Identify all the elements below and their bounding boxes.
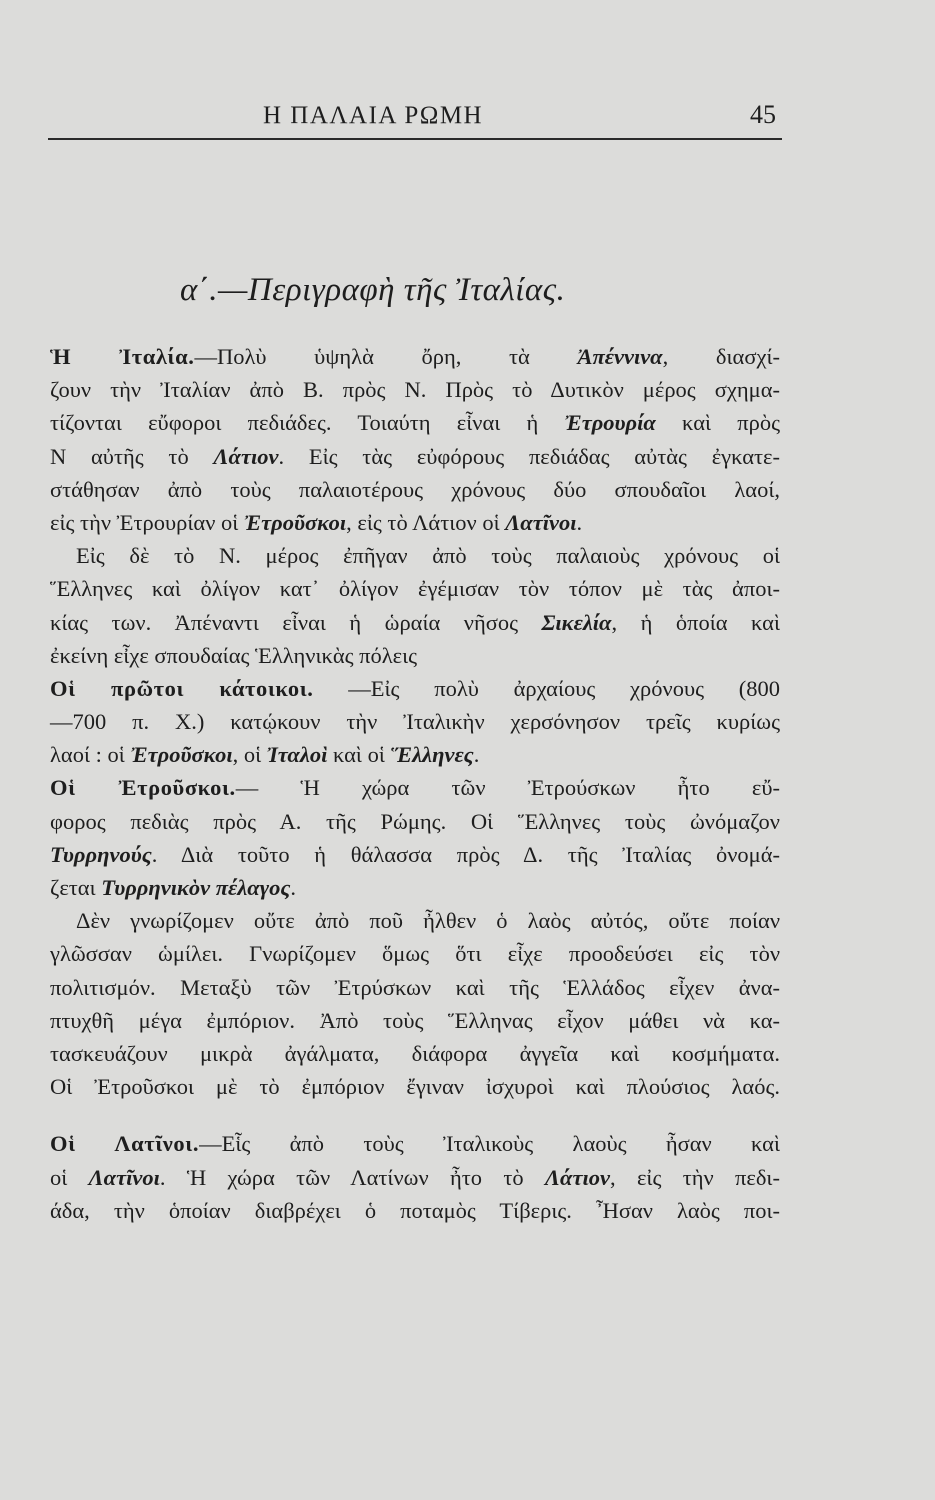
text-run: πολιτισμόν. Μεταξὺ τῶν Ἐτρύσκων καὶ τῆς Ἑλλάδος εἶχεν ἀνα- (50, 974, 780, 1000)
text-line (50, 1194, 780, 1227)
text-line (50, 606, 780, 639)
text-run: Οἱ Ἐτροῦσκοι μὲ τὸ ἐμπόριον ἔγιναν ἰσχυροὶ καὶ πλούσιος λαός. (50, 1074, 780, 1100)
text-run: . Ἡ χώρα τῶν Λατίνων ἦτο τὸ (159, 1164, 546, 1190)
text-line (50, 805, 780, 838)
text-run: Εἰς δὲ τὸ Ν. μέρος ἐπῆγαν ἀπὸ τοὺς παλαιοὺς χρόνους οἱ (76, 543, 780, 569)
text-line (50, 473, 780, 506)
text-run: . Διὰ τοῦτο ἡ θάλασσα πρὸς Δ. τῆς Ἰταλίας ὀνομά- (151, 841, 780, 867)
text-run: —Εἰς πολὺ ἀρχαίους χρόνους (800 (313, 675, 780, 701)
text-line (50, 506, 780, 539)
header-rule (48, 138, 782, 140)
text-run: , ἡ ὁποία καὶ (611, 609, 780, 635)
text-line (50, 738, 780, 771)
text-line (50, 639, 780, 672)
text-run: Δὲν γνωρίζομεν οὔτε ἀπὸ ποῦ ἦλθεν ὁ λαὸς αὐτός, οὔτε ποίαν (76, 908, 780, 934)
text-line (50, 539, 780, 572)
text-run: — Ἡ χώρα τῶν Ἐτρούσκων ἦτο εὔ- (235, 775, 780, 801)
emphasized-term: Λάτιον (213, 443, 279, 469)
page-header (48, 98, 782, 140)
emphasized-term: Ἕλληνες (390, 742, 474, 768)
text-run: άδα, τὴν ὁποίαν διαβρέχει ὁ ποταμὸς Τίβερις. Ἦσαν λαὸς ποι- (50, 1197, 780, 1223)
text-line (50, 771, 780, 804)
text-line (50, 340, 780, 373)
text-run: εἰς τὴν Ἐτρουρίαν οἱ (50, 509, 244, 535)
text-run: φορος πεδιὰς πρὸς Α. τῆς Ρώμης. Οἱ Ἕλληνες τοὺς ὠνόμαζον (50, 808, 780, 834)
emphasized-term: Ἐτρουρία (564, 410, 656, 436)
side-heading: Οἱ Ἐτροῦσκοι. (50, 775, 236, 801)
text-line (50, 440, 780, 473)
running-title: Η ΠΑΛΑΙΑ ΡΩΜΗ (263, 102, 484, 129)
text-run: λαοί : οἱ (50, 742, 131, 768)
text-run: ζεται (50, 875, 102, 900)
body-text (50, 340, 780, 1227)
text-line (50, 937, 780, 970)
text-run: . Εἰς τὰς εὐφόρους πεδιάδας αὐτὰς ἐγκατε- (278, 443, 780, 469)
text-run: καὶ πρὸς (655, 410, 781, 436)
text-run: οἱ (50, 1164, 89, 1190)
text-run: . (576, 509, 583, 535)
text-line (50, 406, 780, 439)
side-heading: Ἡ Ἰταλία. (50, 344, 195, 369)
text-run: , διασχί- (662, 344, 781, 369)
text-run: , εἰς τὸ Λάτιον οἱ (346, 509, 506, 535)
text-line (50, 705, 780, 738)
text-run: στάθησαν ἀπὸ τοὺς παλαιοτέρους χρόνους δύο σπουδαῖοι λαοί, (50, 476, 780, 502)
emphasized-term: Σικελία (541, 609, 612, 635)
side-heading: Οἱ πρῶτοι κάτοικοι. (50, 675, 314, 701)
text-line (50, 373, 780, 406)
emphasized-term: Λατῖνοι (505, 509, 577, 535)
emphasized-term: Ἐτροῦσκοι (243, 509, 347, 535)
emphasized-term: Ἐτροῦσκοι (130, 742, 233, 768)
text-run: Ἕλληνες καὶ ὀλίγον κατ᾽ ὀλίγον ἐγέμισαν τὸν τόπον μὲ τὰς ἀποι- (50, 576, 780, 602)
section-heading: α΄.—Περιγραφὴ τῆς Ἰταλίας. (180, 272, 566, 308)
text-run: γλῶσσαν ὡμίλει. Γνωρίζομεν ὅμως ὅτι εἶχε προοδεύσει εἰς τὸν (50, 941, 780, 967)
text-run: —Εἷς ἀπὸ τοὺς Ἰταλικοὺς λαοὺς ἦσαν καὶ (199, 1131, 780, 1157)
text-line (50, 1070, 780, 1103)
text-line (50, 1127, 780, 1160)
text-run: ἐκείνη εἶχε σπουδαίας Ἑλληνικὰς πόλεις (50, 642, 418, 668)
text-run: , οἱ (232, 742, 267, 768)
text-line (50, 1161, 780, 1194)
text-line (50, 1037, 780, 1070)
emphasized-term: Ἀπέννινα (577, 344, 663, 369)
emphasized-term: Λάτιον (545, 1164, 610, 1190)
text-run: —Πολὺ ὑψηλὰ ὄρη, τὰ (194, 344, 578, 369)
text-line (50, 838, 780, 871)
text-run: . (290, 875, 296, 900)
emphasized-term: Λατῖνοι (88, 1164, 160, 1190)
side-heading: Οἱ Λατῖνοι. (50, 1131, 200, 1157)
text-run: τασκευάζουν μικρὰ ἀγάλματα, διάφορα ἀγγεῖα καὶ κοσμήματα. (50, 1040, 780, 1066)
page-number: 45 (750, 100, 776, 129)
emphasized-term: Τυρρηνικὸν πέλαγος (101, 875, 291, 900)
text-run: Ν αὐτῆς τὸ (50, 443, 214, 469)
text-run: κίας των. Ἀπέναντι εἶναι ἡ ὡραία νῆσος (50, 609, 542, 635)
text-line (50, 971, 780, 1004)
text-line (50, 672, 780, 705)
text-line (50, 871, 780, 904)
emphasized-term: Ἰταλοὶ (266, 742, 328, 768)
text-run: —700 π. Χ.) κατῴκουν τὴν Ἰταλικὴν χερσόνησον τρεῖς κυρίως (50, 709, 780, 735)
text-run: . (473, 742, 480, 768)
text-run: τίζονται εὔφοροι πεδιάδες. Τοιαύτη εἶναι ἡ (50, 410, 565, 436)
emphasized-term: Τυρρηνούς (50, 841, 152, 867)
text-run: ζουν τὴν Ἰταλίαν ἀπὸ Β. πρὸς Ν. Πρὸς τὸ Δυτικὸν μέρος σχημα- (50, 377, 780, 403)
text-run: , εἰς τὴν πεδι- (609, 1164, 780, 1190)
text-line (50, 904, 780, 937)
text-run: πτυχθῆ μέγα ἐμπόριον. Ἀπὸ τοὺς Ἕλληνας εἶχον μάθει νὰ κα- (50, 1007, 780, 1033)
text-line (50, 572, 780, 605)
text-run: καὶ οἱ (327, 742, 391, 768)
text-line (50, 1004, 780, 1037)
